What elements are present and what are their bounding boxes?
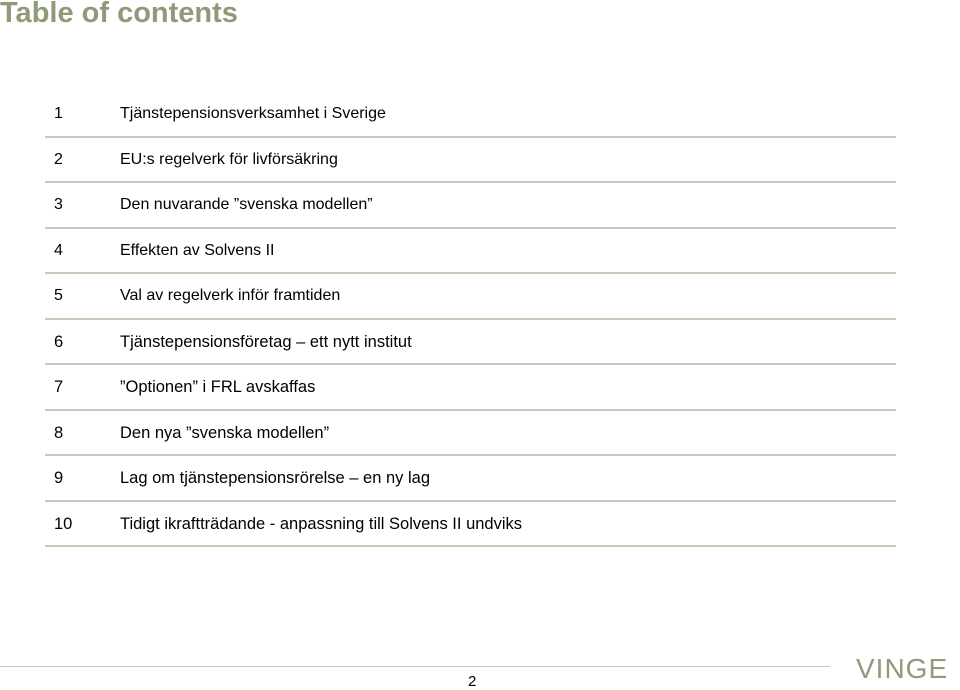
toc-entry-number: 2 <box>54 150 63 168</box>
toc-entry-4[interactable] <box>45 229 896 275</box>
table-of-contents <box>45 92 896 547</box>
toc-entry-number: 10 <box>54 514 73 533</box>
toc-entry-2[interactable] <box>45 138 896 184</box>
toc-entry-title: ”Optionen” i FRL avskaffas <box>120 378 316 396</box>
toc-entry-title: Den nya ”svenska modellen” <box>120 423 330 442</box>
toc-entry-1[interactable] <box>45 92 896 138</box>
vinge-logo: VINGE <box>856 653 949 684</box>
footer-divider <box>0 666 830 667</box>
toc-entry-6[interactable] <box>45 320 896 366</box>
toc-entry-title: Tjänstepensionsföretag – ett nytt institut <box>120 332 412 351</box>
toc-entry-title: Effekten av Solvens II <box>120 241 275 259</box>
page-title: Table of contents <box>0 0 238 29</box>
toc-entry-title: Lag om tjänstepensionsrörelse – en ny lag <box>120 469 431 487</box>
toc-entry-number: 3 <box>54 196 63 213</box>
toc-entry-number: 5 <box>54 287 63 304</box>
toc-entry-title: Tidigt ikraftträdande - anpassning till Solvens II undviks <box>120 514 523 533</box>
page-number: 2 <box>468 673 477 690</box>
toc-entry-9[interactable] <box>45 456 896 502</box>
toc-entry-number: 8 <box>54 423 64 442</box>
toc-entry-title: Val av regelverk inför framtiden <box>120 287 341 304</box>
toc-entry-title: Den nuvarande ”svenska modellen” <box>120 196 373 213</box>
toc-entry-title: Tjänstepensionsverksamhet i Sverige <box>120 105 386 122</box>
toc-entry-number: 7 <box>54 378 64 396</box>
toc-entry-3[interactable] <box>45 183 896 229</box>
toc-entry-number: 4 <box>54 241 63 259</box>
toc-entry-5[interactable] <box>45 274 896 320</box>
toc-entry-number: 6 <box>54 332 64 351</box>
toc-entry-10[interactable] <box>45 502 896 548</box>
toc-entry-title: EU:s regelverk för livförsäkring <box>120 150 338 168</box>
toc-entry-7[interactable] <box>45 365 896 411</box>
toc-entry-8[interactable] <box>45 411 896 457</box>
toc-entry-number: 9 <box>54 469 64 487</box>
toc-entry-number: 1 <box>54 105 63 122</box>
